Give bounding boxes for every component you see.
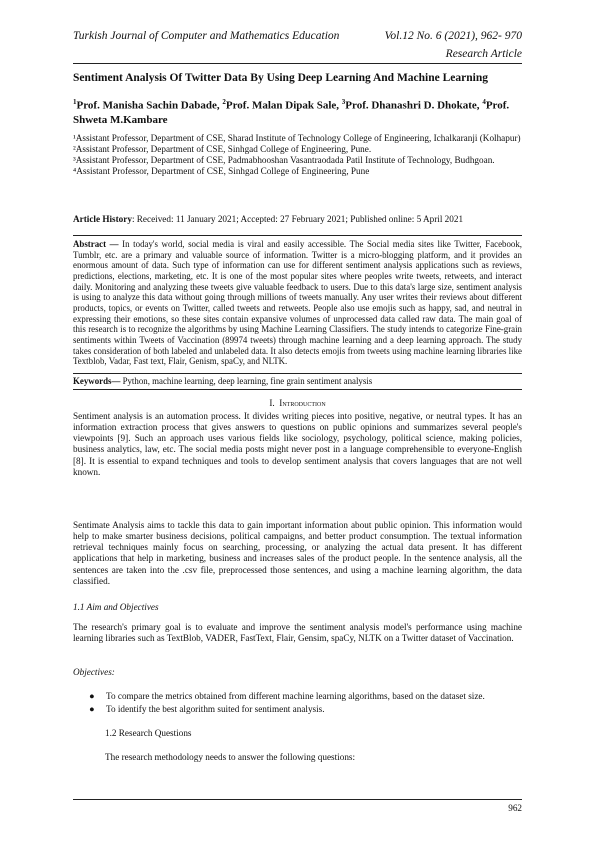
- intro-paragraph-2: Sentimate Analysis aims to tackle this data to gain important information about public opinion. This information would help to make smarter business decisions, political campaigns, and better product consumption. The textual information retrieval techniques mainly focus on searching, processing, or analyzing the actual data present. It has different applications that help in marketing, business and increases sales of the product people. In the sentence analysis, all the sentences are taken into the .csv file, preprocessed those sentences, and using a machine learning algorithm, the data classified.: [73, 520, 522, 586]
- bullet-icon: ●: [89, 704, 95, 714]
- research-questions-intro: The research methodology needs to answer the following questions:: [105, 752, 356, 762]
- article-type: Research Article: [445, 48, 522, 60]
- volume-info: Vol.12 No. 6 (2021), 962- 970: [384, 30, 522, 42]
- author-2-sup: 2: [222, 98, 226, 106]
- keywords-label: Keywords—: [73, 376, 121, 386]
- intro-paragraph-1: Sentiment analysis is an automation process. It divides writing pieces into positive, negative, or neutral types. It has an information extraction process that gives answers to questions on public opinions and summarizes several people's viewpoints [9]. Such an approach uses various fields like sociology, psychology, political science, making policies, business analytics, law, etc. The social media posts might never post in a language comprehensible to everyone-English [8]. It is essential to expand techniques and tools to develop sentiment analysis that covers languages that are not well known.: [73, 411, 522, 477]
- objectives-label: Objectives:: [73, 667, 115, 677]
- aim-paragraph: The research's primary goal is to evaluate and improve the sentiment analysis model's performance using machine learning libraries such as TextBlob, VADER, FastText, Flair, Gensim, spaCy, NLTK on a Twitter dataset of Vaccination.: [73, 622, 522, 644]
- paper-title: Sentiment Analysis Of Twitter Data By Using Deep Learning And Machine Learning: [73, 72, 488, 84]
- bullet-icon: ●: [89, 691, 95, 701]
- affiliation-3: ³Assistant Professor, Department of CSE, Padmabhooshan Vasantraodada Patil Institute of Technology, Budhgoan.: [73, 155, 495, 166]
- list-item: [89, 703, 522, 716]
- affiliation-1: ¹Assistant Professor, Department of CSE, Sharad Institute of Technology College of Engineering, Ichalkaranji (Kolhapur): [73, 133, 521, 143]
- keywords-bottom-rule: [73, 389, 522, 390]
- footer-rule: [73, 799, 522, 800]
- abstract-label: Abstract —: [73, 239, 119, 249]
- keywords: [73, 376, 522, 386]
- author-list: [73, 95, 522, 127]
- author-1-sup: 1: [73, 98, 77, 106]
- history-label: Article History: [73, 214, 132, 224]
- page-number: 962: [508, 803, 522, 813]
- keywords-top-rule: [73, 373, 522, 374]
- history-text: : Received: 11 January 2021; Accepted: 27 February 2021; Published online: 5 April 2021: [131, 214, 464, 224]
- section-heading-introduction: [0, 398, 595, 408]
- affiliation-4: ⁴Assistant Professor, Department of CSE, Sinhgad College of Engineering, Pune: [73, 166, 370, 177]
- list-item: [89, 690, 522, 703]
- author-1-name: Prof. Manisha Sachin Dabade,: [76, 99, 223, 112]
- objective-1: To compare the metrics obtained from different machine learning algorithms, based on the dataset size.: [106, 691, 485, 701]
- affiliation-2: ²Assistant Professor, Department of CSE, Sinhgad College of Engineering, Pune.: [73, 144, 372, 155]
- author-3-name: Prof. Dhanashri D. Dhokate,: [345, 99, 483, 112]
- affiliations: [73, 133, 522, 177]
- objective-2: To identify the best algorithm suited for sentiment analysis.: [106, 704, 325, 714]
- section-number: I.: [269, 398, 275, 408]
- objectives-list: [89, 690, 522, 716]
- abstract-text: In today's world, social media is viral and easily accessible. The Social media sites like Twitter, Facebook, Tumblr, etc. are a primary and valuable source of information. Twitter is a micro-blogging platform, and it provides an enormous amount of data. Such type of information can use for different sentiment analysis applications such as reviews, predictions, elections, marketing, etc. It is one of the most popular sites where peoples write tweets, retweets, and interact daily. Monitoring and analyzing these tweets give valuable feedback to users. Due to this data's large size, sentiment analysis is using to analyze this data without going through millions of tweets manually. Any user writes their reviews about different products, topics, or events on Twitter, called tweets and retweets. People also use emojis such as happy, sad, and neutral in expressing their emotions, so these sites contain expansive volumes of unprocessed data called raw data. The main goal of this research is to recognize the algorithms by using Machine Learning Classifiers. The study intends to categorize Fine-grain sentiments within Tweets of Vaccination (89974 tweets) through machine learning and a deep learning approach. The study takes consideration of both labeled and unlabeled data. It also detects emojis from tweets using machine learning libraries like Textblob, Vadar, Fast text, Flair, Genism, spaCy, and NLTK.: [73, 239, 522, 367]
- author-3-sup: 3: [341, 98, 346, 106]
- journal-name: Turkish Journal of Computer and Mathematics Education: [73, 30, 340, 42]
- header-rule: [73, 63, 522, 64]
- author-2-name: Prof. Malan Dipak Sale,: [225, 99, 342, 112]
- subsection-aim-heading: 1.1 Aim and Objectives: [73, 602, 159, 612]
- abstract-rule: [73, 235, 522, 236]
- article-history: [73, 214, 522, 224]
- research-questions-heading: 1.2 Research Questions: [105, 728, 192, 738]
- abstract: [73, 239, 522, 367]
- author-4-name: Prof. Shweta M.Kambare: [73, 99, 510, 126]
- keywords-text: Python, machine learning, deep learning, fine grain sentiment analysis: [120, 376, 373, 386]
- author-4-sup: 4: [482, 98, 486, 106]
- section-title: Introduction: [279, 398, 326, 408]
